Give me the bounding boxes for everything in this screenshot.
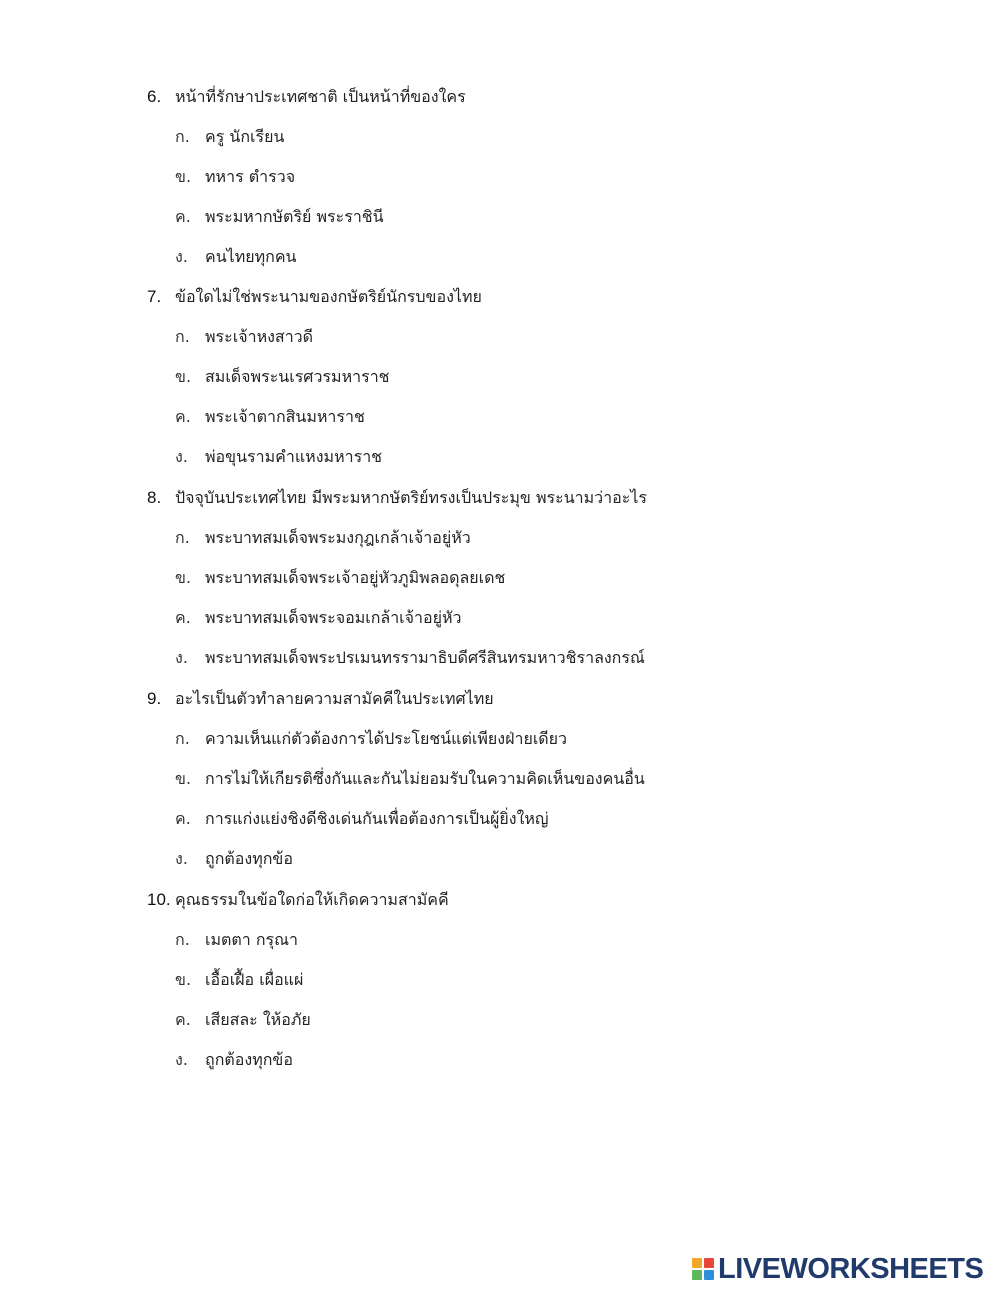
question-8-option-a[interactable] (147, 518, 967, 558)
option-letter: ก. (175, 728, 190, 748)
logo-text: LIVEWORKSHEETS (718, 1252, 984, 1285)
option-letter: ข. (175, 768, 192, 788)
option-text: การแก่งแย่งชิงดีชิงเด่นกันเพื่อต้องการเป็นผู้ยิ่งใหญ่ (205, 808, 549, 828)
liveworksheets-logo (692, 1252, 983, 1286)
question-9-option-b[interactable] (147, 759, 967, 799)
logo-square-4 (704, 1270, 714, 1280)
option-text: พระบาทสมเด็จพระมงกุฎเกล้าเจ้าอยู่หัว (205, 527, 471, 547)
question-10-option-c[interactable] (147, 1000, 967, 1040)
option-text: การไม่ให้เกียรติซึ่งกันและกันไม่ยอมรับในความคิดเห็นของคนอื่น (205, 768, 645, 788)
question-7-option-a[interactable] (147, 317, 967, 357)
question-number: 6. (147, 87, 162, 106)
option-text: เสียสละ ให้อภัย (205, 1009, 311, 1029)
question-7-option-c[interactable] (147, 397, 967, 437)
option-letter: ก. (175, 527, 190, 547)
option-text: ถูกต้องทุกข้อ (205, 848, 293, 868)
option-text: ทหาร ตำรวจ (205, 166, 296, 186)
option-text: เมตตา กรุณา (205, 929, 298, 949)
logo-square-3 (692, 1270, 702, 1280)
option-text: คนไทยทุกคน (205, 246, 297, 266)
question-number: 9. (147, 689, 162, 708)
question-text: หน้าที่รักษาประเทศชาติ เป็นหน้าที่ของใคร (175, 86, 466, 106)
question-8-stem (147, 478, 967, 518)
question-9-option-a[interactable] (147, 719, 967, 759)
question-7 (147, 277, 967, 477)
question-9-option-c[interactable] (147, 799, 967, 839)
question-7-option-d[interactable] (147, 437, 967, 477)
option-text: พระมหากษัตริย์ พระราชินี (205, 206, 384, 226)
question-text: อะไรเป็นตัวทำลายความสามัคคีในประเทศไทย (175, 688, 494, 708)
option-text: เอื้อเฝื้อ เผื่อแผ่ (205, 969, 304, 989)
question-10-option-a[interactable] (147, 920, 967, 960)
option-text: พระเจ้าตากสินมหาราช (205, 406, 365, 426)
question-text: ข้อใดไม่ใช่พระนามของกษัตริย์นักรบของไทย (175, 286, 482, 306)
question-text: ปัจจุบันประเทศไทย มีพระมหากษัตริย์ทรงเป็นประมุข พระนามว่าอะไร (175, 487, 647, 507)
option-text: ครู นักเรียน (205, 126, 285, 146)
question-8-option-b[interactable] (147, 558, 967, 598)
question-9 (147, 679, 967, 879)
option-letter: ก. (175, 326, 190, 346)
option-text: ถูกต้องทุกข้อ (205, 1049, 293, 1069)
option-letter: ค. (175, 206, 191, 226)
option-letter: ง. (175, 848, 188, 868)
option-text: พ่อขุนรามคำแหงมหาราช (205, 446, 383, 466)
question-number: 10. (147, 890, 171, 909)
option-letter: ง. (175, 1049, 188, 1069)
question-6-option-d[interactable] (147, 237, 967, 277)
question-6 (147, 77, 967, 277)
question-6-option-a[interactable] (147, 117, 967, 157)
option-letter: ค. (175, 808, 191, 828)
option-letter: ข. (175, 969, 192, 989)
question-9-stem (147, 679, 967, 719)
option-letter: ข. (175, 166, 192, 186)
question-number: 7. (147, 287, 162, 306)
option-letter: ง. (175, 647, 188, 667)
question-number: 8. (147, 488, 162, 507)
option-text: ความเห็นแก่ตัวต้องการได้ประโยชน์แต่เพียงฝ่ายเดียว (205, 728, 568, 748)
question-8 (147, 478, 967, 678)
question-7-stem (147, 277, 967, 317)
question-9-option-d[interactable] (147, 839, 967, 879)
question-text: คุณธรรมในข้อใดก่อให้เกิดความสามัคคี (175, 889, 449, 909)
option-letter: ข. (175, 366, 192, 386)
option-text: พระบาทสมเด็จพระปรเมนทรรามาธิบดีศรีสินทรมหาวชิราลงกรณ์ (205, 647, 645, 667)
option-letter: ก. (175, 929, 190, 949)
logo-square-1 (692, 1258, 702, 1268)
option-letter: ก. (175, 126, 190, 146)
question-7-option-b[interactable] (147, 357, 967, 397)
question-6-stem (147, 77, 967, 117)
question-10-option-d[interactable] (147, 1040, 967, 1080)
question-6-option-b[interactable] (147, 157, 967, 197)
option-text: พระบาทสมเด็จพระเจ้าอยู่หัวภูมิพลอดุลยเดช (205, 567, 506, 587)
option-text: สมเด็จพระนเรศวรมหาราช (205, 366, 390, 386)
option-letter: ง. (175, 246, 188, 266)
question-10-option-b[interactable] (147, 960, 967, 1000)
question-8-option-d[interactable] (147, 638, 967, 678)
option-letter: ค. (175, 1009, 191, 1029)
question-10 (147, 880, 967, 1080)
logo-mark-icon (692, 1258, 714, 1280)
question-6-option-c[interactable] (147, 197, 967, 237)
option-letter: ค. (175, 607, 191, 627)
question-8-option-c[interactable] (147, 598, 967, 638)
option-letter: ง. (175, 446, 188, 466)
option-letter: ข. (175, 567, 192, 587)
question-10-stem (147, 880, 967, 920)
logo-square-2 (704, 1258, 714, 1268)
option-text: พระบาทสมเด็จพระจอมเกล้าเจ้าอยู่หัว (205, 607, 462, 627)
option-text: พระเจ้าหงสาวดี (205, 326, 314, 346)
option-letter: ค. (175, 406, 191, 426)
